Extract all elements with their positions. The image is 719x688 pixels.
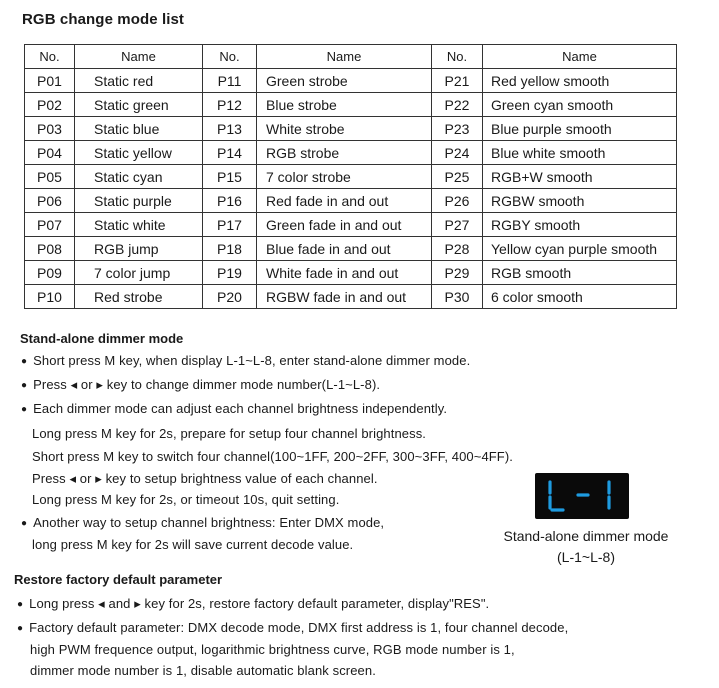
mode-number: P22 — [432, 93, 483, 117]
text-line: Short press M key to switch four channel(100~1FF, 200~2FF, 300~3FF, 400~4FF). — [32, 449, 513, 464]
column-header: Name — [483, 45, 677, 69]
bullet-item: ● Press ◂ or ▸ key to change dimmer mode number(L-1~L-8). — [21, 377, 380, 393]
text-line: Long press M key for 2s, or timeout 10s, quit setting. — [32, 492, 340, 507]
mode-number: P13 — [203, 117, 257, 141]
text-line: dimmer mode number is 1, disable automatic blank screen. — [30, 663, 376, 678]
mode-number: P20 — [203, 285, 257, 309]
mode-name: Yellow cyan purple smooth — [483, 237, 677, 261]
mode-name: Red fade in and out — [257, 189, 432, 213]
mode-number: P10 — [25, 285, 75, 309]
table-row — [25, 165, 677, 189]
mode-number: P28 — [432, 237, 483, 261]
mode-name: RGBW fade in and out — [257, 285, 432, 309]
table-row — [25, 117, 677, 141]
text-line: long press M key for 2s will save current decode value. — [32, 537, 354, 552]
mode-number: P27 — [432, 213, 483, 237]
display-caption — [490, 526, 682, 568]
mode-name: White fade in and out — [257, 261, 432, 285]
column-header: Name — [257, 45, 432, 69]
mode-number: P24 — [432, 141, 483, 165]
mode-number: P26 — [432, 189, 483, 213]
mode-number: P11 — [203, 69, 257, 93]
led-display — [535, 473, 629, 519]
mode-number: P30 — [432, 285, 483, 309]
text-line: Press ◂ or ▸ key to setup brightness value of each channel. — [32, 471, 378, 486]
bullet-item: ● Another way to setup channel brightness: Enter DMX mode, — [21, 515, 384, 530]
mode-name: Blue purple smooth — [483, 117, 677, 141]
restore-section-title: Restore factory default parameter — [14, 572, 223, 587]
mode-name: Static white — [75, 213, 203, 237]
display-caption-line1: Stand-alone dimmer mode — [503, 528, 669, 544]
mode-number: P07 — [25, 213, 75, 237]
mode-name: RGBW smooth — [483, 189, 677, 213]
table-row — [25, 93, 677, 117]
mode-number: P21 — [432, 69, 483, 93]
mode-name: RGB jump — [75, 237, 203, 261]
column-header: Name — [75, 45, 203, 69]
mode-table — [24, 44, 677, 309]
mode-name: Static red — [75, 69, 203, 93]
mode-name: Static yellow — [75, 141, 203, 165]
display-caption-line2: (L-1~L-8) — [557, 549, 615, 565]
column-header: No. — [203, 45, 257, 69]
table-row — [25, 261, 677, 285]
mode-number: P03 — [25, 117, 75, 141]
mode-number: P12 — [203, 93, 257, 117]
mode-name: 7 color jump — [75, 261, 203, 285]
dimmer-section-title: Stand-alone dimmer mode — [20, 331, 184, 346]
bullet-item: ● Short press M key, when display L-1~L-8, enter stand-alone dimmer mode. — [21, 353, 470, 368]
mode-number: P01 — [25, 69, 75, 93]
mode-name: Green cyan smooth — [483, 93, 677, 117]
table-row — [25, 285, 677, 309]
bullet-item: ● Each dimmer mode can adjust each channel brightness independently. — [21, 401, 447, 416]
mode-name: Blue strobe — [257, 93, 432, 117]
mode-name: RGB strobe — [257, 141, 432, 165]
mode-number: P17 — [203, 213, 257, 237]
mode-name: RGBY smooth — [483, 213, 677, 237]
mode-name: Static cyan — [75, 165, 203, 189]
mode-name: Static purple — [75, 189, 203, 213]
mode-number: P23 — [432, 117, 483, 141]
text-line: Long press M key for 2s, prepare for setup four channel brightness. — [32, 426, 427, 441]
table-row — [25, 189, 677, 213]
bullet-item: ● Long press ◂ and ▸ key for 2s, restore factory default parameter, display"RES". — [17, 596, 489, 612]
mode-number: P19 — [203, 261, 257, 285]
mode-number: P29 — [432, 261, 483, 285]
table-row — [25, 141, 677, 165]
mode-name: Red yellow smooth — [483, 69, 677, 93]
page-title: RGB change mode list — [22, 11, 185, 28]
mode-name: Static green — [75, 93, 203, 117]
mode-name: White strobe — [257, 117, 432, 141]
mode-number: P15 — [203, 165, 257, 189]
mode-number: P14 — [203, 141, 257, 165]
mode-name: RGB smooth — [483, 261, 677, 285]
mode-name: Blue fade in and out — [257, 237, 432, 261]
mode-name: Green fade in and out — [257, 213, 432, 237]
column-header: No. — [25, 45, 75, 69]
mode-number: P04 — [25, 141, 75, 165]
mode-number: P08 — [25, 237, 75, 261]
table-row — [25, 237, 677, 261]
mode-number: P09 — [25, 261, 75, 285]
table-row — [25, 69, 677, 93]
mode-number: P25 — [432, 165, 483, 189]
mode-number: P06 — [25, 189, 75, 213]
mode-number: P18 — [203, 237, 257, 261]
table-row — [25, 213, 677, 237]
mode-number: P05 — [25, 165, 75, 189]
mode-number: P16 — [203, 189, 257, 213]
mode-name: Static blue — [75, 117, 203, 141]
text-line: high PWM frequence output, logarithmic brightness curve, RGB mode number is 1, — [30, 642, 515, 657]
mode-name: Green strobe — [257, 69, 432, 93]
mode-name: 7 color strobe — [257, 165, 432, 189]
mode-name: Blue white smooth — [483, 141, 677, 165]
bullet-item: ● Factory default parameter: DMX decode mode, DMX first address is 1, four channel decode, — [17, 620, 568, 635]
mode-name: Red strobe — [75, 285, 203, 309]
mode-name: 6 color smooth — [483, 285, 677, 309]
table-header-row — [25, 45, 677, 69]
column-header: No. — [432, 45, 483, 69]
mode-name: RGB+W smooth — [483, 165, 677, 189]
mode-number: P02 — [25, 93, 75, 117]
